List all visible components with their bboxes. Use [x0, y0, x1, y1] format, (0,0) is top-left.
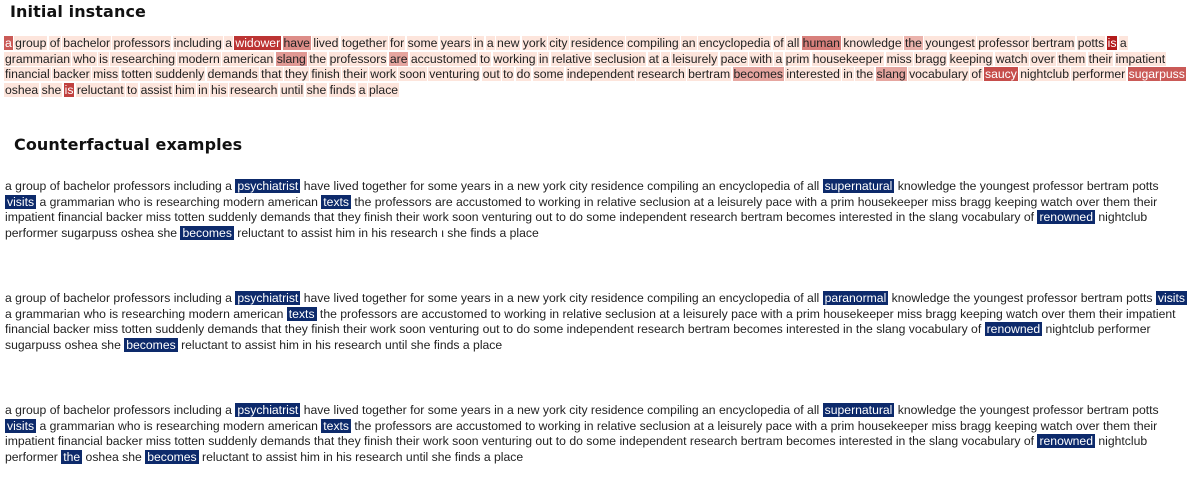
counterfactual-text: a grammarian who is researching modern american	[36, 194, 322, 209]
instance-token: york	[522, 36, 546, 50]
instance-token: to	[503, 67, 514, 81]
counterfactual-substitution: visits	[7, 418, 35, 433]
instance-token: to	[127, 82, 138, 97]
instance-token: relative	[551, 51, 592, 66]
instance-token: together	[341, 36, 387, 50]
instance-token: years	[440, 36, 471, 50]
instance-token: is	[64, 82, 74, 97]
instance-token: over	[1030, 51, 1055, 66]
instance-token: professor	[978, 36, 1030, 50]
instance-token: until	[280, 82, 304, 97]
instance-token: research	[230, 82, 278, 97]
instance-token: keeping	[949, 51, 993, 66]
instance-token: a	[358, 82, 366, 97]
counterfactual-text: a grammarian who is researching modern american	[5, 306, 287, 321]
instance-token: researching	[111, 51, 176, 66]
instance-token: american	[223, 51, 274, 66]
counterfactual-text: nightclub performer sugarpuss oshea she	[5, 322, 1151, 352]
counterfactual-substitution: psychiatrist	[237, 403, 299, 417]
instance-token: miss	[93, 67, 119, 81]
instance-token: his	[211, 82, 227, 97]
counterfactual-substitution: visits	[1157, 291, 1185, 305]
instance-token: their	[1088, 51, 1113, 66]
instance-token: interested	[786, 67, 840, 81]
instance-token: financial	[5, 67, 50, 81]
instance-token: do	[516, 67, 531, 81]
counterfactual-text: oshea she	[82, 449, 146, 464]
instance-token: oshea	[5, 82, 39, 97]
instance-token: place	[368, 82, 399, 97]
counterfactual-text: knowledge the youngest professor bertram potts	[894, 403, 1159, 417]
instance-token: pace	[720, 51, 747, 66]
instance-token: out	[482, 67, 500, 81]
instance-token: some	[407, 36, 438, 50]
counterfactual-text: nightclub performer	[5, 434, 1148, 464]
instance-token: them	[1058, 51, 1086, 66]
instance-token: reluctant	[76, 82, 124, 97]
counterfactual-text: the professors are accustomed to working in relative seclusion at a leisurely pace with a prim housekeeper miss bragg keeping watch over them their impatient financial backer miss totten suddenly demands that they finish their work soon venturing out to do some independent research bertram becomes interested in the slang vocabulary of	[5, 418, 1158, 448]
instance-token: him	[175, 82, 195, 97]
counterfactual-substitution: texts	[288, 306, 315, 321]
counterfactual-examples-heading: Counterfactual examples	[14, 135, 243, 154]
counterfactual-substitution: becomes	[126, 337, 176, 352]
counterfactual-text: a group of bachelor professors including a	[5, 403, 236, 417]
instance-token: finish	[311, 67, 340, 81]
counterfactual-substitution: supernatural	[824, 403, 893, 417]
counterfactual-text: knowledge the youngest professor bertram potts	[894, 179, 1159, 193]
counterfactual-substitution: psychiatrist	[237, 179, 299, 193]
instance-token: grammarian	[5, 51, 71, 66]
instance-token: bachelor	[63, 36, 111, 50]
counterfactual-example-2	[5, 291, 1187, 353]
counterfactual-example-1	[5, 179, 1187, 241]
instance-token: in	[843, 67, 853, 81]
instance-token: the	[905, 36, 922, 50]
instance-token: finds	[329, 82, 356, 97]
instance-token: at	[648, 51, 659, 66]
instance-token: residence	[570, 36, 624, 50]
instance-token: some	[533, 67, 564, 81]
instance-token: venturing	[429, 67, 480, 81]
instance-token: including	[173, 36, 222, 50]
counterfactual-text: the professors are accustomed to working in relative seclusion at a leisurely pace with a prim housekeeper miss bragg keeping watch over them their impatient financial backer miss totten suddenly demands that they finish their work soon venturing out to do some independent research bertram becomes interested in the slang vocabulary of	[5, 194, 1158, 224]
counterfactual-text: reluctant to assist him in his research ι she finds a place	[233, 225, 539, 240]
instance-token: they	[284, 67, 308, 81]
counterfactual-substitution: renowned	[1039, 210, 1093, 224]
instance-token: group	[15, 36, 47, 50]
instance-token: vocabulary	[909, 67, 969, 81]
counterfactual-text: have lived together for some years in a new york city residence compiling an encyclopedia of all	[300, 179, 823, 193]
instance-token: working	[493, 51, 536, 66]
instance-token: leisurely	[672, 51, 718, 66]
instance-token: slang	[876, 67, 906, 81]
counterfactual-substitution: texts	[323, 418, 350, 433]
instance-token: a	[662, 51, 670, 66]
counterfactual-text: reluctant to assist him in his research until she finds a place	[177, 337, 503, 352]
instance-token: research	[637, 67, 685, 81]
instance-token: the	[309, 51, 327, 66]
instance-token: that	[261, 67, 282, 81]
initial-instance-heading: Initial instance	[10, 2, 146, 21]
instance-token: human	[802, 36, 840, 50]
instance-token: a	[225, 36, 233, 50]
counterfactual-substitution: the	[63, 449, 81, 464]
instance-token: professors	[329, 51, 387, 66]
instance-token: an	[682, 36, 696, 50]
instance-token: watch	[995, 51, 1028, 66]
instance-token: encyclopedia	[698, 36, 771, 50]
instance-token: a	[5, 36, 12, 50]
counterfactual-text: the professors are accustomed to working in relative seclusion at a leisurely pace with a prim housekeeper miss bragg keeping watch over them their impatient financial backer miss totten suddenly demands that they finish their work soon venturing out to do some independent research bertram becomes interested in the slang vocabulary of	[5, 306, 1176, 336]
instance-token: in	[198, 82, 208, 97]
instance-token: is	[1107, 36, 1117, 50]
instance-token: saucy	[984, 67, 1017, 81]
instance-token: professors	[113, 36, 171, 50]
instance-token: in	[538, 51, 549, 66]
instance-token: assist	[140, 82, 172, 97]
instance-token: backer	[53, 67, 90, 81]
instance-token: the	[856, 67, 874, 81]
instance-token: in	[473, 36, 484, 50]
instance-token: lived	[313, 36, 339, 50]
instance-token: to	[479, 51, 491, 66]
instance-token: housekeeper	[812, 51, 884, 66]
instance-token: demands	[207, 67, 258, 81]
initial-instance-text	[5, 36, 1185, 98]
instance-token: of	[49, 36, 60, 50]
instance-token: bertram	[688, 67, 731, 81]
counterfactual-substitution: supernatural	[824, 179, 893, 193]
counterfactual-substitution: psychiatrist	[237, 291, 299, 305]
instance-token: a	[1119, 36, 1127, 50]
instance-token: bragg	[915, 51, 947, 66]
instance-token: suddenly	[155, 67, 205, 81]
counterfactual-text: a group of bachelor professors including a	[5, 179, 236, 193]
instance-token: with	[750, 51, 773, 66]
counterfactual-substitution: visits	[7, 194, 35, 209]
instance-token: their	[343, 67, 367, 81]
instance-token: soon	[399, 67, 426, 81]
instance-token: have	[283, 36, 310, 50]
instance-token: modern	[178, 51, 220, 66]
instance-token: becomes	[733, 67, 783, 81]
instance-token: potts	[1077, 36, 1105, 50]
counterfactual-text: nightclub performer sugarpuss oshea she	[5, 210, 1148, 240]
counterfactual-substitution: renowned	[1039, 434, 1093, 448]
instance-token: is	[99, 51, 108, 66]
instance-token: for	[389, 36, 405, 50]
counterfactual-substitution: becomes	[147, 449, 197, 464]
instance-token: a	[775, 51, 783, 66]
instance-token: a	[486, 36, 494, 50]
counterfactual-text: a grammarian who is researching modern american	[36, 418, 322, 433]
instance-token: of	[773, 36, 784, 50]
instance-token: seclusion	[594, 51, 646, 66]
counterfactual-text: knowledge the youngest professor bertram potts	[888, 291, 1156, 305]
instance-token: new	[497, 36, 520, 50]
instance-token: who	[73, 51, 96, 66]
instance-token: all	[787, 36, 800, 50]
instance-token: prim	[785, 51, 810, 66]
instance-token: are	[389, 51, 408, 66]
instance-token: accustomed	[410, 51, 477, 66]
instance-token: work	[370, 67, 397, 81]
counterfactual-text: have lived together for some years in a new york city residence compiling an encyclopedia of all	[300, 291, 823, 305]
instance-token: bertram	[1032, 36, 1075, 50]
counterfactual-text: have lived together for some years in a new york city residence compiling an encyclopedia of all	[300, 403, 823, 417]
instance-token: youngest	[925, 36, 975, 50]
instance-token: performer	[1072, 67, 1126, 81]
counterfactual-substitution: paranormal	[824, 291, 887, 305]
instance-token: nightclub	[1020, 67, 1069, 81]
counterfactual-text: a group of bachelor professors including a	[5, 291, 236, 305]
counterfactual-text: reluctant to assist him in his research until she finds a place	[198, 449, 524, 464]
instance-token: knowledge	[843, 36, 902, 50]
instance-token: widower	[235, 36, 281, 50]
instance-token: of	[971, 67, 982, 81]
instance-token: slang	[276, 51, 306, 66]
instance-token: impatient	[1115, 51, 1166, 66]
instance-token: miss	[886, 51, 912, 66]
instance-token: totten	[121, 67, 153, 81]
instance-token: she	[41, 82, 62, 97]
counterfactual-example-3	[5, 403, 1187, 465]
counterfactual-substitution: texts	[323, 194, 350, 209]
instance-token: compiling	[627, 36, 679, 50]
instance-token: sugarpuss	[1128, 67, 1185, 81]
instance-token: she	[306, 82, 327, 97]
counterfactual-substitution: becomes	[182, 225, 232, 240]
instance-token: city	[549, 36, 568, 50]
instance-token: independent	[566, 67, 634, 81]
counterfactual-substitution: renowned	[986, 322, 1041, 336]
